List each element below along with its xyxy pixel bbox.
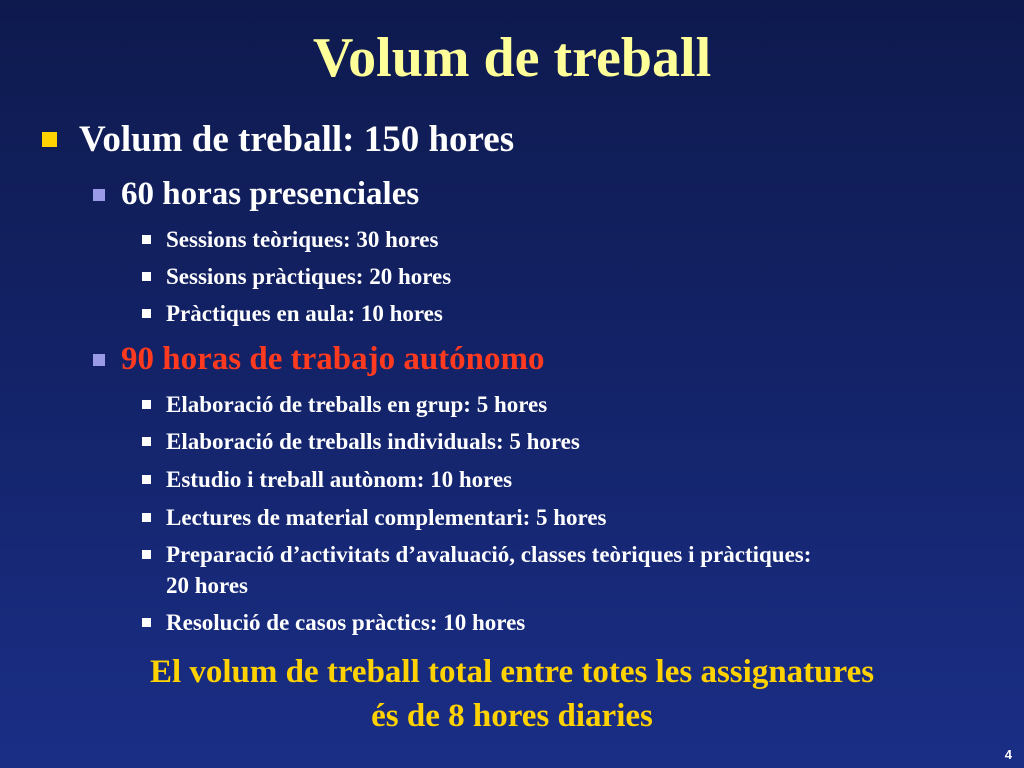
square-bullet-icon — [142, 309, 151, 318]
bullet-presencial-heading — [93, 176, 419, 213]
square-bullet-icon — [42, 132, 57, 147]
bullet-volum-total — [42, 118, 514, 161]
list-item-text: Sessions teòriques: 30 hores — [166, 227, 439, 252]
list-item-text: Resolució de casos pràctics: 10 hores — [166, 610, 526, 635]
square-bullet-icon — [142, 475, 151, 484]
square-bullet-icon — [142, 400, 151, 409]
list-item-presencial-3 — [142, 298, 842, 329]
list-item-autonom-4 — [142, 502, 842, 533]
square-bullet-icon — [93, 189, 105, 201]
footer-line-1: El volum de treball total entre totes les assignatures — [149, 654, 875, 690]
list-item-text: Lectures de material complementari: 5 hores — [166, 505, 607, 530]
list-item-text: Sessions pràctiques: 20 hores — [166, 264, 452, 289]
bullet-text: 60 horas presenciales — [121, 176, 420, 212]
list-item-autonom-3 — [142, 464, 842, 495]
list-item-presencial-1 — [142, 224, 842, 255]
list-item-autonom-5 — [142, 539, 812, 601]
bullet-autonom-heading — [93, 341, 545, 378]
bullet-text: 90 horas de trabajo autónomo — [121, 341, 545, 377]
list-item-autonom-2 — [142, 426, 842, 457]
footer-note — [0, 650, 1024, 738]
square-bullet-icon — [142, 437, 151, 446]
page-number: 4 — [1004, 747, 1012, 762]
list-item-autonom-6 — [142, 607, 842, 638]
square-bullet-icon — [142, 550, 151, 559]
list-item-autonom-1 — [142, 389, 842, 420]
bullet-text: Volum de treball: 150 hores — [79, 119, 515, 160]
square-bullet-icon — [142, 513, 151, 522]
list-item-text: Pràctiques en aula: 10 hores — [166, 301, 443, 326]
square-bullet-icon — [142, 618, 151, 627]
square-bullet-icon — [93, 354, 105, 366]
list-item-text: Preparació d’activitats d’avaluació, classes teòriques i pràctiques: 20 hores — [166, 542, 812, 598]
list-item-text: Elaboració de treballs individuals: 5 hores — [166, 429, 580, 454]
footer-line-2: és de 8 hores diaries — [371, 698, 653, 734]
square-bullet-icon — [142, 235, 151, 244]
list-item-presencial-2 — [142, 261, 842, 292]
list-item-text: Elaboració de treballs en grup: 5 hores — [166, 392, 548, 417]
square-bullet-icon — [142, 272, 151, 281]
list-item-text: Estudio i treball autònom: 10 hores — [166, 467, 513, 492]
slide-title: Volum de treball — [312, 27, 712, 89]
